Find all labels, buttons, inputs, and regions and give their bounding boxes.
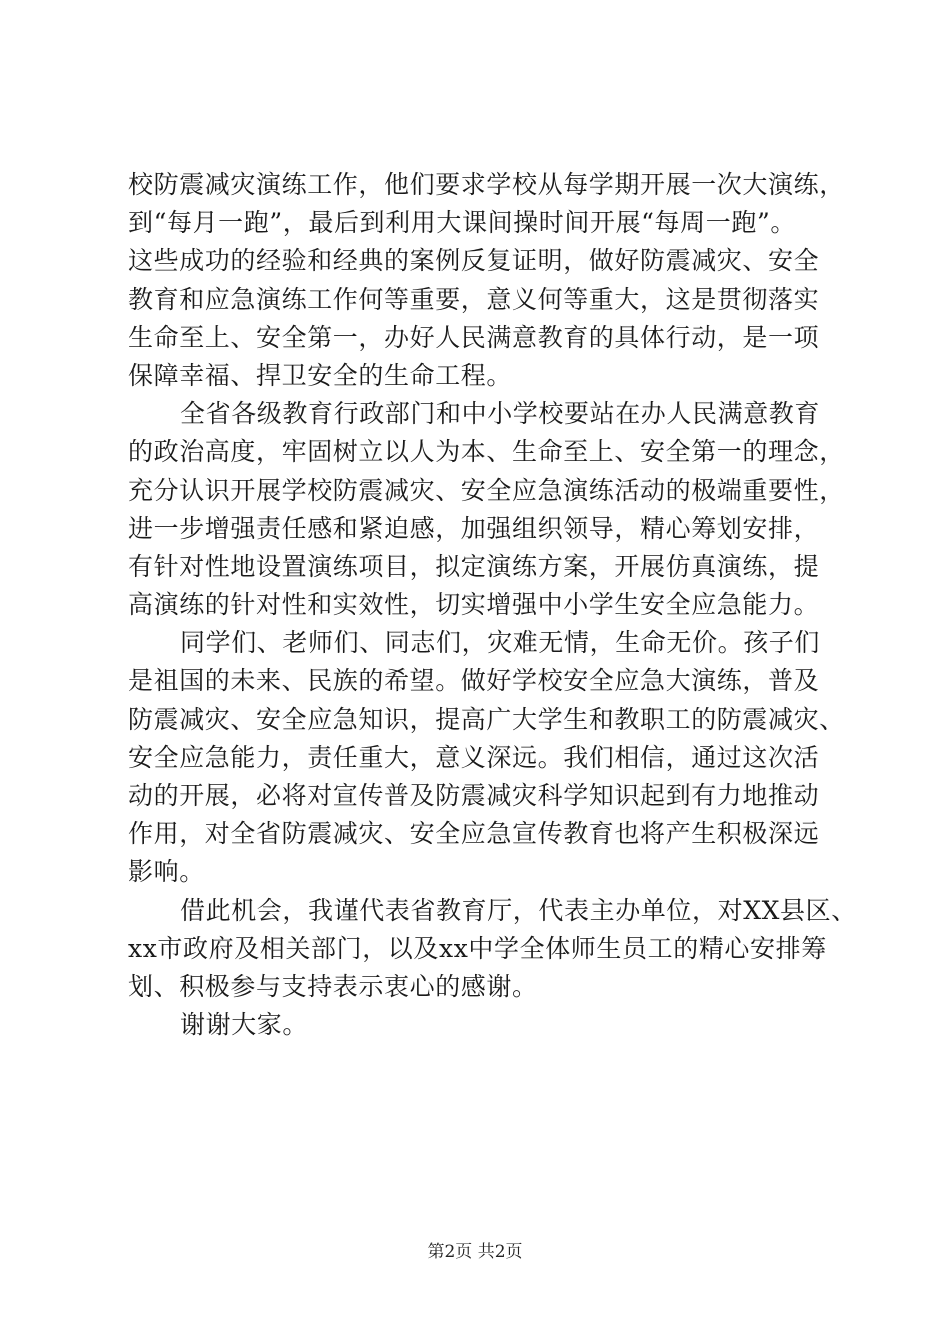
text-line: 全省各级教育行政部门和中小学校要站在办人民满意教育	[180, 399, 821, 429]
text-line: 校防震减灾演练工作，他们要求学校从每学期开展一次大演练，	[128, 170, 845, 199]
paragraph-1	[128, 166, 845, 395]
text-line: 充分认识开展学校防震减灾、安全应急演练活动的极端重要性，	[128, 475, 845, 505]
text-line: 同学们、老师们、同志们，灾难无情，生命无价。孩子们	[180, 628, 821, 658]
text-line: xx市政府及相关部门，以及xx中学全体师生员工的精心安排筹	[128, 933, 827, 963]
text-line: 作用，对全省防震减灾、安全应急宣传教育也将产生积极深远	[128, 819, 820, 849]
text-line: 是祖国的未来、民族的希望。做好学校安全应急大演练，普及	[128, 666, 820, 696]
text-line: 到“每月一跑”，最后到利用大课间操时间开展“每周一跑”。	[128, 208, 796, 238]
text-line: 的政治高度，牢固树立以人为本、生命至上、安全第一的理念，	[128, 437, 845, 467]
text-line: 有针对性地设置演练项目，拟定演练方案，开展仿真演练，提	[128, 551, 820, 581]
text-line: 进一步增强责任感和紧迫感，加强组织领导，精心筹划安排，	[128, 513, 820, 543]
paragraph-3	[128, 624, 845, 891]
text-line: 生命至上、安全第一，办好人民满意教育的具体行动，是一项	[128, 322, 820, 352]
paragraph-2	[128, 395, 845, 624]
text-line: 借此机会，我谨代表省教育厅，代表主办单位，对XX县区、	[180, 895, 857, 925]
page-number-footer: 第2页 共2页	[427, 1242, 523, 1262]
text-line: 划、积极参与支持表示衷心的感谢。	[128, 971, 538, 1001]
text-line: 高演练的针对性和实效性，切实增强中小学生安全应急能力。	[128, 590, 820, 620]
paragraph-4	[128, 892, 857, 1007]
text-line: 影响。	[128, 857, 205, 887]
document-body	[128, 166, 857, 1044]
text-line: 这些成功的经验和经典的案例反复证明，做好防震减灾、安全	[128, 246, 820, 276]
text-line: 保障幸福、捍卫安全的生命工程。	[128, 360, 513, 390]
text-line: 安全应急能力，责任重大，意义深远。我们相信，通过这次活	[128, 742, 820, 772]
text-line: 教育和应急演练工作何等重要，意义何等重大，这是贯彻落实	[128, 284, 820, 314]
text-line: 动的开展，必将对宣传普及防震减灾科学知识起到有力地推动	[128, 781, 820, 810]
text-line: 防震减灾、安全应急知识，提高广大学生和教职工的防震减灾、	[128, 704, 845, 734]
paragraph-5	[128, 1006, 828, 1044]
text-line: 谢谢大家。	[180, 1010, 309, 1040]
